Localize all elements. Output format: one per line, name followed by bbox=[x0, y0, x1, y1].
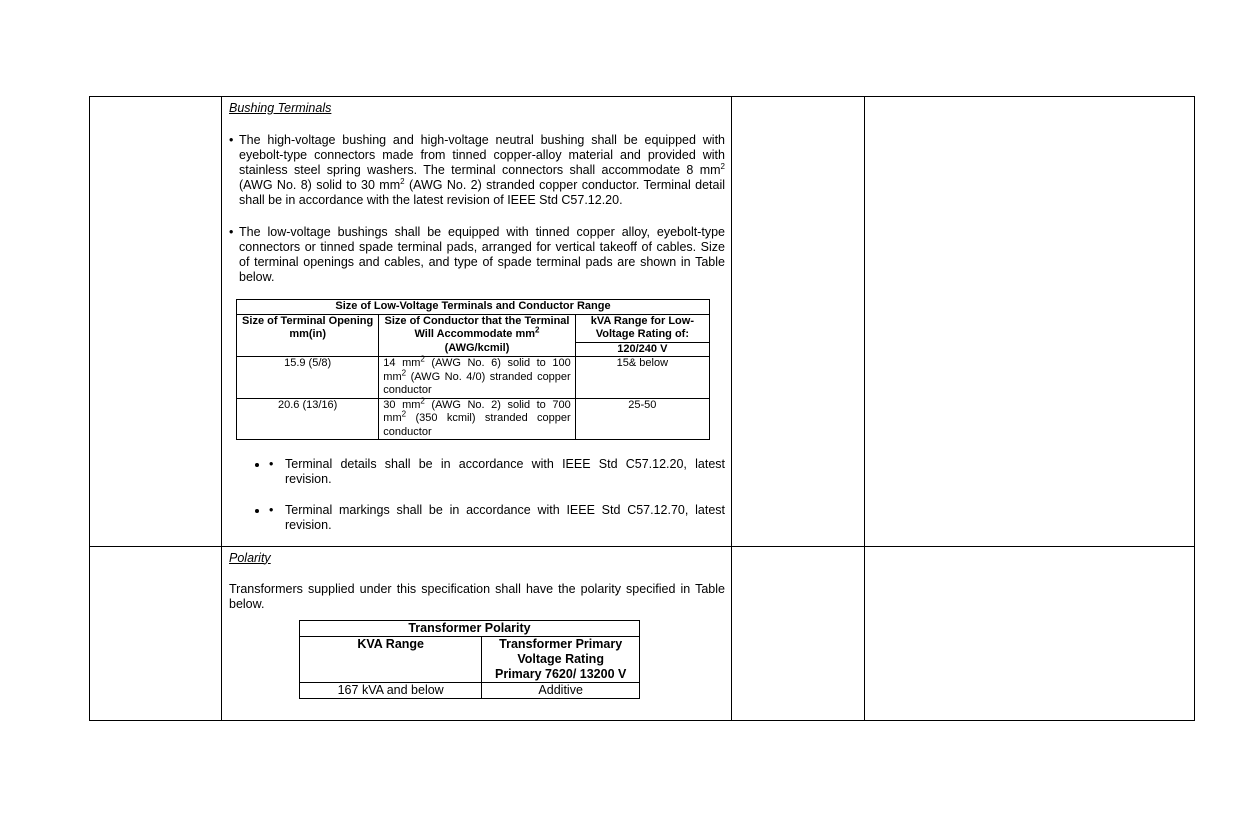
lv-col-kva-rating: 120/240 V bbox=[575, 342, 709, 357]
polarity-heading: Polarity bbox=[229, 550, 271, 565]
empty-cell-left-2 bbox=[90, 546, 222, 720]
bullet-lv-bushing: • The low-voltage bushings shall be equipped with tinned copper alloy, eyebolt-type connectors or tinned spade terminal pads, arranged for vertical takeoff of cables. Size of terminal openings and cables, and type of spade terminal pads are shown in Table below. bbox=[229, 225, 725, 285]
polarity-table-title: Transformer Polarity bbox=[300, 620, 640, 636]
bushing-row bbox=[90, 97, 1195, 547]
polarity-content-cell bbox=[222, 546, 732, 720]
lv-table-title: Size of Low-Voltage Terminals and Conductor Range bbox=[237, 300, 710, 315]
table-row: 20.6 (13/16) 30 $mm^2$ (AWG No. 2) solid to 700 $mm^2$ (350 kcmil) stranded copper conductor 25-50 bbox=[237, 398, 710, 440]
bullet-terminal-markings: • • Terminal markings shall be in accordance with IEEE Std C57.12.70, latest revision. bbox=[269, 503, 725, 533]
lv-col-kva: kVA Range for Low-Voltage Rating of: bbox=[575, 314, 709, 342]
empty-cell-right-1 bbox=[865, 97, 1195, 547]
empty-cell-mid-2 bbox=[732, 546, 865, 720]
bullet-terminal-details: • • Terminal details shall be in accordance with IEEE Std C57.12.20, latest revision. bbox=[269, 457, 725, 487]
bullet-hv-bushing: • The high-voltage bushing and high-voltage neutral bushing shall be equipped with eyebolt-type connectors made from tinned copper-alloy material and provided with stainless steel spring washers. The terminal connectors shall accommodate 8 $mm^2$ (AWG No. 8) solid to 30 $mm^2$ (AWG No. 2) stranded copper conductor. Terminal detail shall be in accordance with the latest revision of IEEE Std C57.12.20. bbox=[229, 133, 725, 208]
polarity-text: Transformers supplied under this specification shall have the polarity specified in Table below. bbox=[229, 581, 725, 611]
polarity-row bbox=[90, 546, 1195, 720]
empty-cell-right-2 bbox=[865, 546, 1195, 720]
bushing-bullets bbox=[229, 133, 725, 285]
table-row: 167 kVA and below Additive bbox=[300, 682, 640, 698]
lv-terminals-table bbox=[236, 299, 710, 440]
polarity-table bbox=[299, 620, 640, 699]
bushing-content-cell bbox=[222, 97, 732, 547]
polarity-col-kva: KVA Range bbox=[300, 636, 482, 682]
empty-cell-left-1 bbox=[90, 97, 222, 547]
polarity-col-voltage: Transformer Primary Voltage Rating Primary 7620/ 13200 V bbox=[482, 636, 640, 682]
empty-cell-mid-1 bbox=[732, 97, 865, 547]
bushing-heading: Bushing Terminals bbox=[229, 101, 332, 115]
lv-col-conductor: Size of Conductor that the Terminal Will Accommodate $mm^2$ (AWG/kcmil) bbox=[379, 314, 575, 357]
terminal-bullets bbox=[229, 457, 725, 533]
spec-table bbox=[89, 96, 1195, 721]
lv-col-opening: Size of Terminal Opening mm(in) bbox=[237, 314, 379, 357]
table-row: 15.9 (5/8) 14 $mm^2$ (AWG No. 6) solid to 100 $mm^2$ (AWG No. 4/0) stranded copper conductor 15& below bbox=[237, 357, 710, 399]
